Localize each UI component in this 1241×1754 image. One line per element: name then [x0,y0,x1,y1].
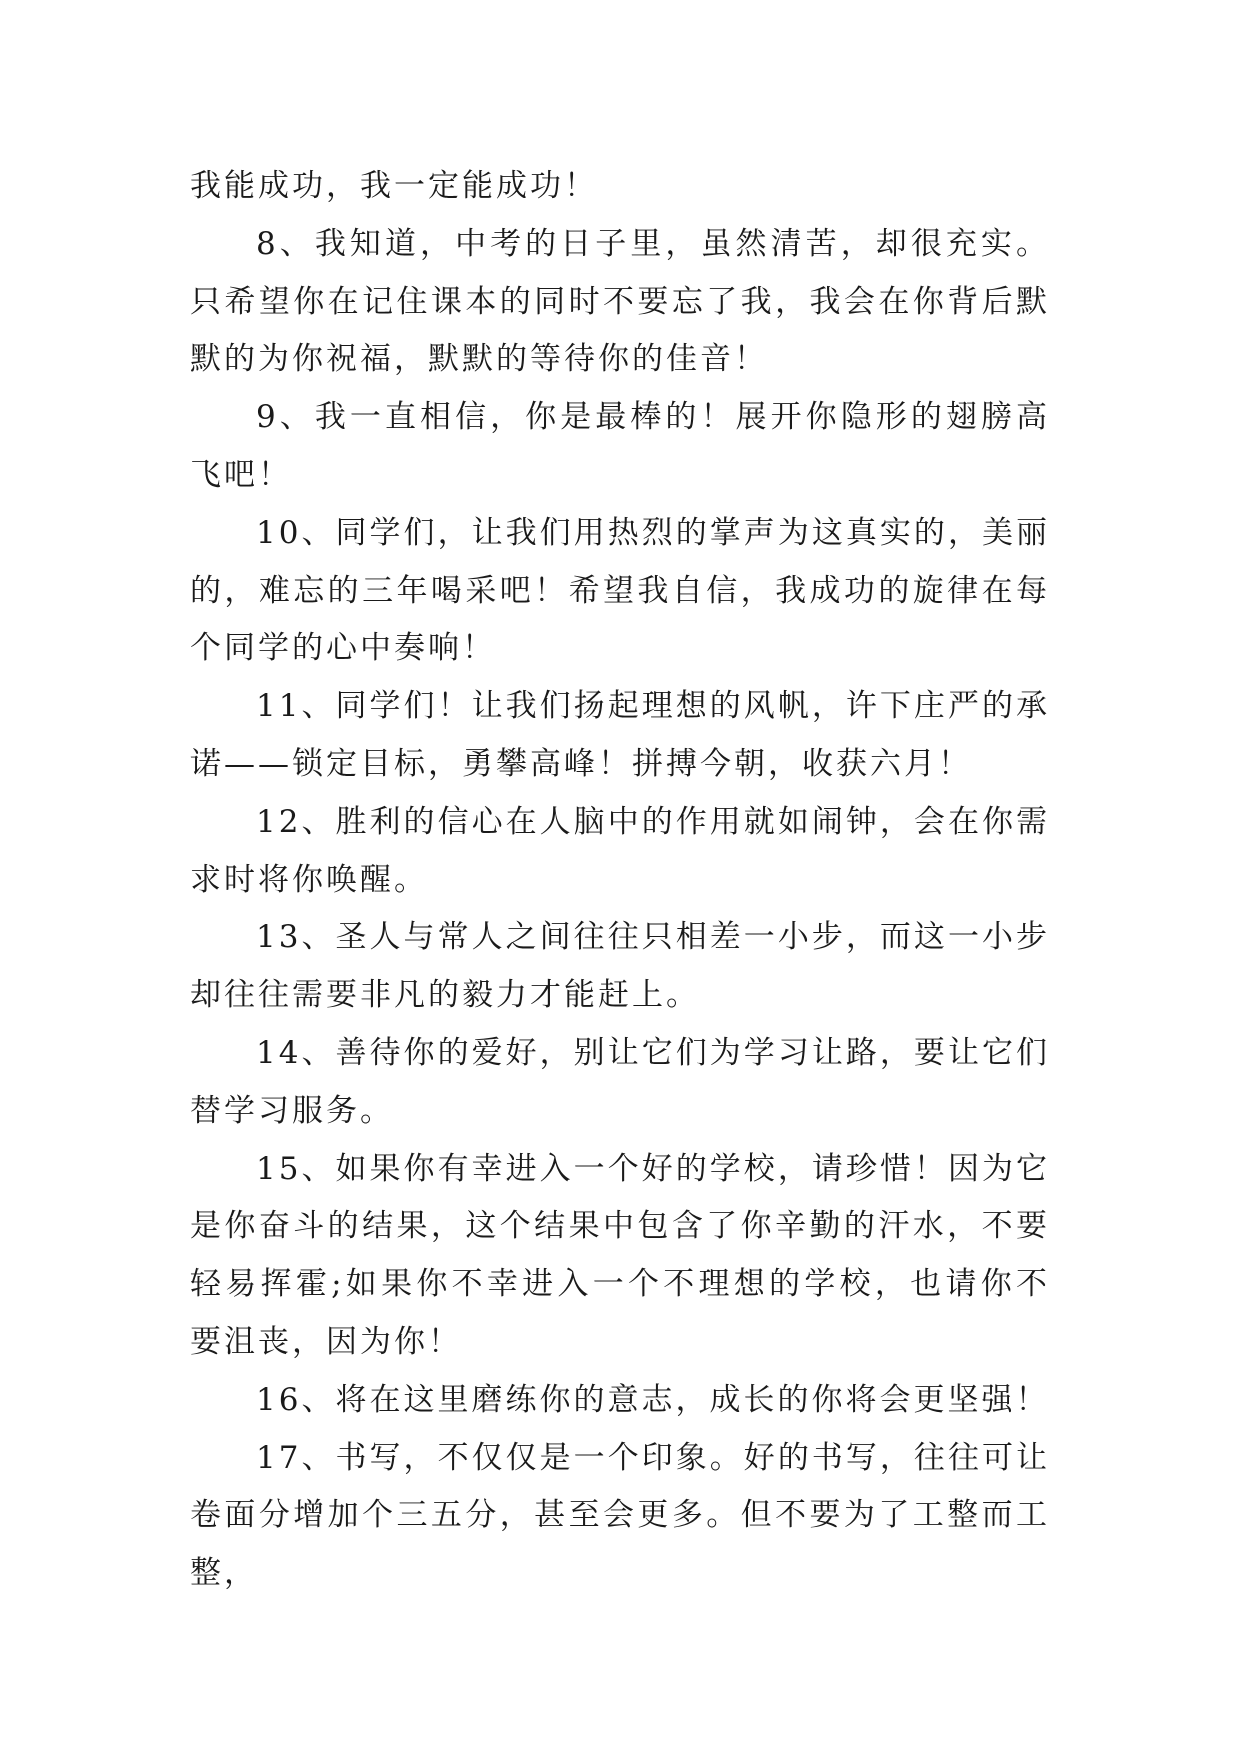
paragraph: 10、同学们，让我们用热烈的掌声为这真实的，美丽的，难忘的三年喝采吧！希望我自信，我成功的旋律在每个同学的心中奏响！ [190,514,1050,667]
paragraph: 12、胜利的信心在人脑中的作用就如闹钟，会在你需求时将你唤醒。 [190,803,1050,898]
paragraph: 13、圣人与常人之间往往只相差一小步，而这一小步却往往需要非凡的毅力才能赶上。 [190,919,1050,1014]
paragraph: 16、将在这里磨练你的意志，成长的你将会更坚强！ [256,1381,1050,1418]
paragraph: 9、我一直相信，你是最棒的！展开你隐形的翅膀高飞吧！ [190,399,1050,493]
paragraph: 11、同学们！让我们扬起理想的风帆，许下庄严的承诺——锁定目标，勇攀高峰！拼搏今朝，收获六月！ [190,688,1050,782]
paragraph: 我能成功，我一定能成功！ [190,168,598,204]
paragraph: 15、如果你有幸进入一个好的学校，请珍惜！因为它是你奋斗的结果，这个结果中包含了你辛勤的汗水，不要轻易挥霍;如果你不幸进入一个不理想的学校，也请你不要沮丧，因为你！ [190,1150,1050,1360]
document-body [190,158,1050,1603]
paragraph: 14、善待你的爱好，别让它们为学习让路，要让它们替学习服务。 [190,1034,1050,1129]
paragraph: 8、我知道，中考的日子里，虽然清苦，却很充实。只希望你在记住课本的同时不要忘了我，我会在你背后默默的为你祝福，默默的等待你的佳音！ [190,225,1050,378]
paragraph: 17、书写，不仅仅是一个印象。好的书写，往往可让卷面分增加个三五分，甚至会更多。但不要为了工整而工整， [190,1439,1050,1592]
